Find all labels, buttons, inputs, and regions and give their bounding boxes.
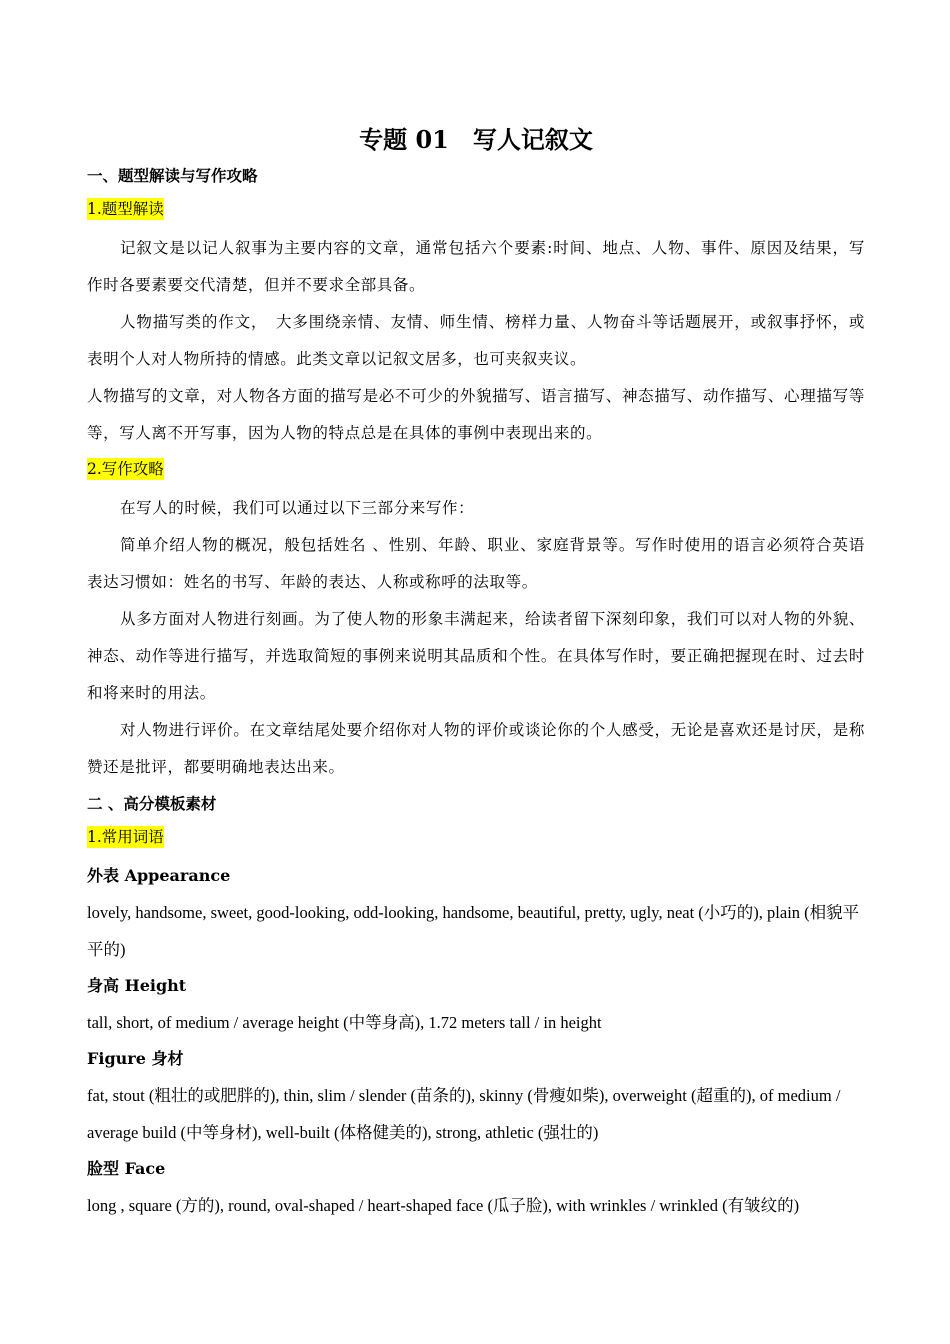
vocab-group-title-appearance: 外表 Appearance <box>87 866 231 885</box>
vocab-group-text-height: tall, short, of medium / average height (中等身高), 1.72 meters tall / in height <box>87 1013 602 1032</box>
highlight-label-writing-strategy: 2.写作攻略 <box>87 460 164 478</box>
vocab-group-text-face: long , square (方的), round, oval-shaped / heart-shaped face (瓜子脸), with wrinkles / wrinkled (有皱纹的) <box>87 1196 800 1215</box>
paragraph: 人物描写类的作文， 大多围绕亲情、友情、师生情、榜样力量、人物奋斗等话题展开，或叙事抒怀，或表明个人对人物所持的情感。此类文章以记叙文居多，也可夹叙夹议。 <box>87 313 865 368</box>
highlight-label-question-type: 1.题型解读 <box>87 200 164 218</box>
vocab-group-text-figure: fat, stout (粗壮的或肥胖的), thin, slim / slender (苗条的), skinny (骨瘦如柴), overweight (超重的), of medium / average build (中等身材), well-built (体格健美的), strong, athletic (强壮的) <box>87 1086 841 1142</box>
page-title: 专题 01 写人记叙文 <box>359 125 593 154</box>
section-heading-1: 一、题型解读与写作攻略 <box>87 167 258 185</box>
vocab-group-title-face: 脸型 Face <box>87 1159 166 1178</box>
paragraph: 人物描写的文章，对人物各方面的描写是必不可少的外貌描写、语言描写、神态描写、动作描写、心理描写等等，写人离不开写事，因为人物的特点总是在具体的事例中表现出来的。 <box>87 387 865 442</box>
paragraph: 在写人的时候，我们可以通过以下三部分来写作： <box>120 499 475 517</box>
section-heading-2: 二 、高分模板素材 <box>87 795 217 813</box>
paragraph: 从多方面对人物进行刻画。为了使人物的形象丰满起来，给读者留下深刻印象，我们可以对人物的外貌、神态、动作等进行描写，并选取简短的事例来说明其品质和个性。在具体写作时，要正确把握现在时、过去时和将来时的用法。 <box>87 610 865 702</box>
paragraph: 简单介绍人物的概况，般包括姓名 、性别、年龄、职业、家庭背景等。写作时使用的语言必须符合英语表达习惯如：姓名的书写、年龄的表达、人称或称呼的法取等。 <box>87 536 865 591</box>
highlight-label-common-words: 1.常用词语 <box>87 828 164 846</box>
vocab-group-text-appearance: lovely, handsome, sweet, good-looking, odd-looking, handsome, beautiful, pretty, ugly, neat (小巧的), plain (相貌平平的) <box>87 903 860 959</box>
vocab-group-title-height: 身高 Height <box>87 976 187 995</box>
vocab-group-title-figure: Figure 身材 <box>87 1049 184 1068</box>
paragraph: 对人物进行评价。在文章结尾处要介绍你对人物的评价或谈论你的个人感受，无论是喜欢还是讨厌，是称赞还是批评，都要明确地表达出来。 <box>87 721 865 776</box>
document-body <box>87 122 865 1224</box>
paragraph: 记叙文是以记人叙事为主要内容的文章，通常包括六个要素:时间、地点、人物、事件、原因及结果，写作时各要素要交代清楚，但并不要求全部具备。 <box>87 239 865 294</box>
